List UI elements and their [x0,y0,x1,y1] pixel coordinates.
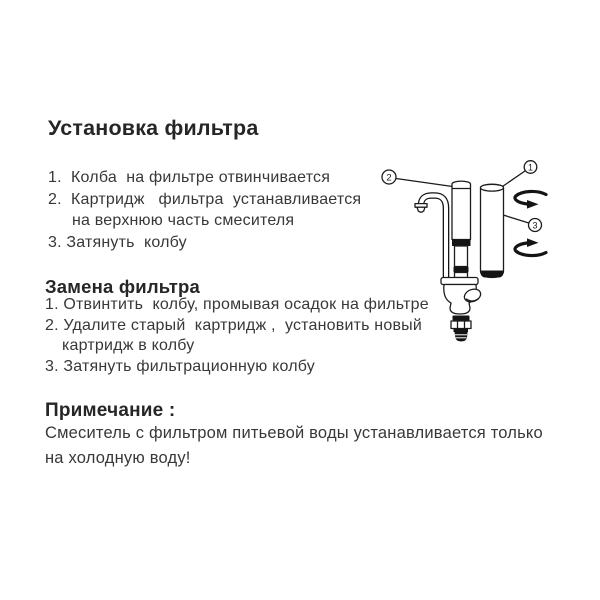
installation-step-2: 2. Картридж фильтра устанавливается [48,190,362,208]
callout-3 [529,219,542,232]
callout-1-number: 1 [527,162,534,173]
note-text [45,421,543,472]
base-dark-ring [453,316,470,322]
callout-3-number: 3 [532,220,538,231]
filter-bulb-cylinder [481,184,504,277]
installation-section-title: Установка фильтра [48,116,259,140]
callout-2 [382,170,396,184]
rotate-arrow-bottom-head [527,238,539,247]
bulb-top-cap [481,184,504,191]
installation-step-3: 3. Затянуть колбу [48,233,187,251]
replacement-step-2: 2. Удалите старый картридж , установить новый [45,316,422,334]
callout-2-leader-line [396,179,453,187]
bulb-body [481,184,504,277]
filter-housing-column [452,181,471,239]
installation-steps [48,167,361,253]
note-line-2: на холодную воду! [45,449,191,468]
base-thin-band [454,329,469,333]
spout-nozzle-tip [417,207,425,212]
neck-white-ring [455,273,468,278]
installation-step-2-continued: на верхнюю часть смесителя [72,212,295,230]
body-top-flange [441,278,478,285]
note-line-1: Смеситель с фильтром питьевой воды устанавливается только [45,424,543,442]
replacement-step-2-continued: картридж в колбу [62,337,195,354]
replacement-step-1: 1. Отвинтить колбу, промывая осадок на фильтре [45,296,429,313]
housing-neck-tube [455,246,468,267]
installation-step-1: 1. Колба на фильтре отвинчивается [48,169,331,186]
housing-lower-band [452,240,471,247]
callout-1-leader-line [503,171,526,187]
threaded-tip [455,332,468,342]
neck-dark-ring [454,267,469,273]
replacement-section-title: Замена фильтра [45,276,200,297]
bulb-bottom-band [481,271,504,278]
replacement-steps [45,295,429,377]
rotate-arrow-bottom-icon [515,238,546,255]
callout-1 [524,161,537,174]
faucet-assembly [415,181,483,341]
replacement-step-3: 3. Затянуть фильтрационную колбу [45,357,315,375]
note-section-title: Примечание : [45,400,176,421]
faucet-filter-diagram [378,148,565,355]
base-hex-nut [451,321,471,329]
callout-2-number: 2 [386,172,392,184]
rotate-arrow-top-head [527,200,539,209]
rotate-arrow-top-icon [515,191,546,208]
